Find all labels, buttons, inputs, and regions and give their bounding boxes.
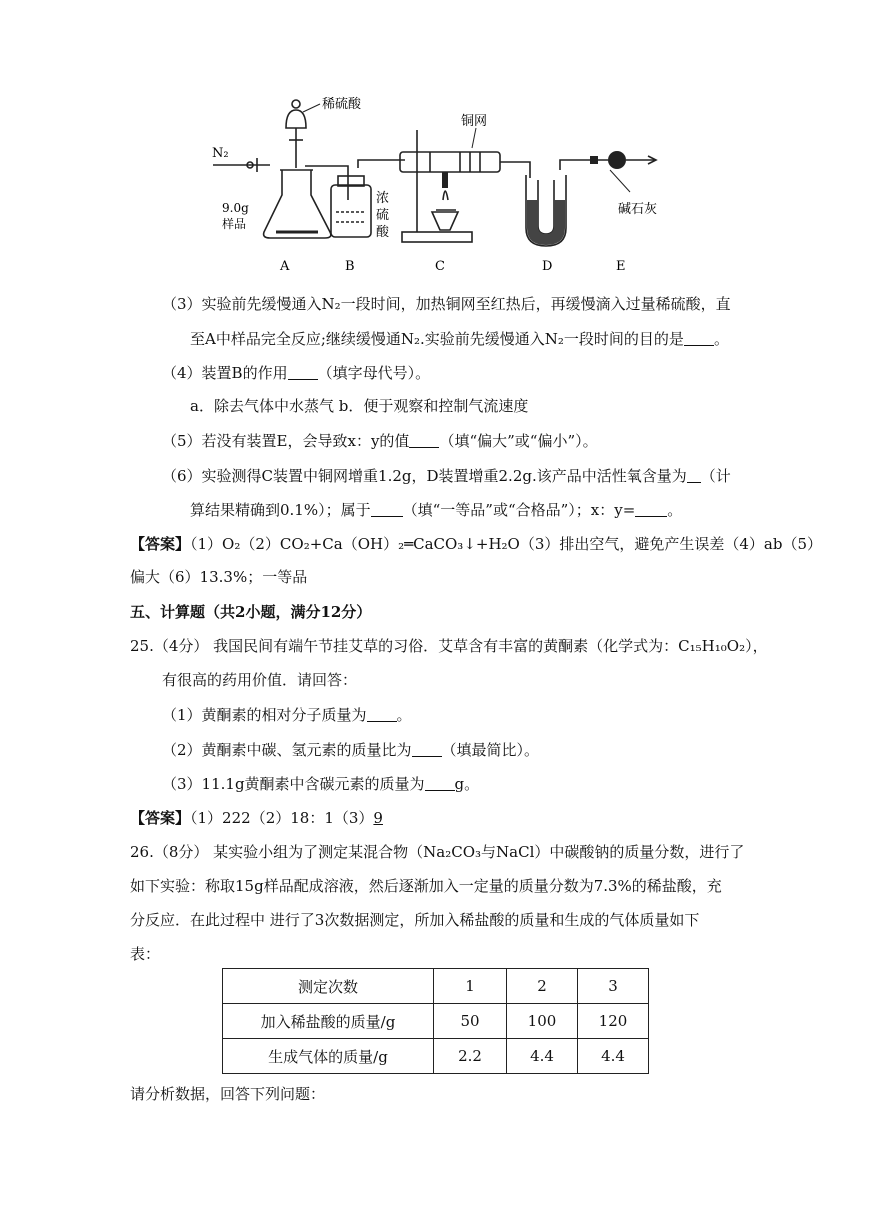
table-cell: 4.4	[507, 1039, 578, 1074]
q3-line-2	[190, 329, 729, 349]
answer-1-line-2: 偏大（6）13.3%；一等品	[130, 568, 308, 586]
q25-sub-1	[162, 705, 412, 725]
q25-line-1: 25.（4分） 我国民间有端午节挂艾草的习俗．艾草含有丰富的黄酮素（化学式为：C₁₅H₁₀O₂），	[130, 637, 768, 655]
table-cell: 4.4	[578, 1039, 649, 1074]
answer-1-tag: 【答案】	[130, 535, 191, 553]
q25-sub-3	[162, 774, 479, 794]
table-cell: 100	[507, 1004, 578, 1039]
q25-sub-1-text: （1）黄酮素的相对分子质量为	[162, 706, 367, 724]
q25-sub-3-end: g。	[454, 775, 480, 793]
q25-sub-2-end: （填最简比）。	[441, 741, 540, 759]
answer-1-text: （1）O₂（2）CO₂+Ca（OH）₂═CaCO₃↓+H₂O（3）排出空气，避免产生误差（4）ab（5）	[190, 535, 823, 553]
q5-line	[162, 431, 598, 451]
table-row	[223, 1004, 649, 1039]
q6-oxygen-blank[interactable]	[687, 468, 701, 483]
answer-2-line	[130, 808, 383, 828]
q3-answer-blank[interactable]	[684, 331, 714, 346]
q4-prefix: （4）装置B的作用	[162, 364, 288, 382]
n2-label: N₂	[212, 146, 229, 161]
q6-grade-blank[interactable]	[371, 502, 403, 517]
q25-sub-2-blank[interactable]	[412, 742, 442, 757]
q25-sub-2	[162, 740, 539, 760]
conc-acid-char-2: 硫	[376, 208, 390, 223]
answer-2-text: （1）222（2）18：1（3）	[190, 809, 374, 827]
q6-line-2-mid: （填“一等品”或“合格品”）；x：y=	[402, 501, 636, 519]
label-d: D	[542, 259, 553, 274]
q25-sub-3-text: （3）11.1g黄酮素中含碳元素的质量为	[162, 775, 425, 793]
q4-options: a．除去气体中水蒸气 b．便于观察和控制气流速度	[190, 397, 529, 415]
table-cell: 1	[434, 969, 507, 1004]
q4-answer-blank[interactable]	[288, 365, 318, 380]
label-e: E	[616, 259, 626, 274]
copper-mesh-label: 铜网	[461, 114, 488, 129]
q25-sub-1-blank[interactable]	[367, 707, 397, 722]
q26-line-2: 如下实验：称取15g样品配成溶液，然后逐渐加入一定量的质量分数为7.3%的稀盐酸，充	[130, 877, 722, 895]
table-cell: 120	[578, 1004, 649, 1039]
q3-line-2-text: 至A中样品完全反应;继续缓慢通N₂.实验前先缓慢通入N₂一段时间的目的是	[190, 330, 684, 348]
soda-lime-label: 碱石灰	[618, 202, 658, 217]
q3-end: 。	[713, 330, 729, 348]
q25-sub-1-end: 。	[396, 706, 412, 724]
q25-line-2: 有很高的药用价值．请回答：	[162, 671, 358, 689]
q6-end: 。	[667, 501, 683, 519]
q6-line-1	[162, 466, 731, 486]
table-cell: 3	[578, 969, 649, 1004]
q26-line-4: 表：	[130, 945, 161, 963]
q6-line-1-text: （6）实验测得C装置中铜网增重1.2g，D装置增重2.2g.该产品中活性氧含量为	[162, 467, 687, 485]
q6-ratio-blank[interactable]	[635, 502, 667, 517]
table-cell: 生成气体的质量/g	[223, 1039, 434, 1074]
q3-line-1: （3）实验前先缓慢通入N₂一段时间，加热铜网至红热后，再缓慢滴入过量稀硫酸，直	[162, 295, 731, 313]
label-a: A	[280, 259, 290, 274]
label-b: B	[345, 259, 355, 274]
sample-label: 样品	[222, 217, 247, 231]
sample-mass-label: 9.0g	[222, 201, 249, 215]
q5-answer-blank[interactable]	[409, 433, 439, 448]
conc-acid-char-1: 浓	[376, 191, 390, 206]
conc-acid-char-3: 酸	[376, 225, 390, 240]
q25-sub-2-text: （2）黄酮素中碳、氢元素的质量比为	[162, 741, 412, 759]
measurement-table	[222, 968, 649, 1074]
table-row	[223, 969, 649, 1004]
table-cell: 2.2	[434, 1039, 507, 1074]
section-5-heading: 五、计算题（共2小题，满分12分）	[130, 603, 372, 621]
q26-line-3: 分反应．在此过程中 进行了3次数据测定，所加入稀盐酸的质量和生成的气体质量如下	[130, 911, 700, 929]
q5-prefix: （5）若没有装置E，会导致x：y的值	[162, 432, 410, 450]
answer-2-tag: 【答案】	[130, 809, 191, 827]
apparatus-diagram	[0, 0, 869, 285]
table-row	[223, 1039, 649, 1074]
answer-1-line-1	[130, 534, 822, 554]
q4-line	[162, 363, 430, 383]
q26-line-1: 26.（8分） 某实验小组为了测定某混合物（Na₂CO₃与NaCl）中碳酸钠的质量分数，进行了	[130, 843, 745, 861]
q6-line-2-text: 算结果精确到0.1%）；属于	[190, 501, 371, 519]
q25-sub-3-blank[interactable]	[425, 776, 455, 791]
dilute-acid-label: 稀硫酸	[322, 97, 362, 112]
q6-line-2	[190, 500, 682, 520]
q4-suffix: （填字母代号）。	[317, 364, 431, 382]
table-cell: 加入稀盐酸的质量/g	[223, 1004, 434, 1039]
table-cell: 测定次数	[223, 969, 434, 1004]
table-cell: 2	[507, 969, 578, 1004]
label-c: C	[435, 259, 445, 274]
q6-line-1-suffix: （计	[700, 467, 731, 485]
answer-2-last: 9	[373, 809, 383, 827]
q5-suffix: （填“偏大”或“偏小”）。	[439, 432, 598, 450]
footer-prompt: 请分析数据，回答下列问题：	[130, 1085, 326, 1103]
table-cell: 50	[434, 1004, 507, 1039]
